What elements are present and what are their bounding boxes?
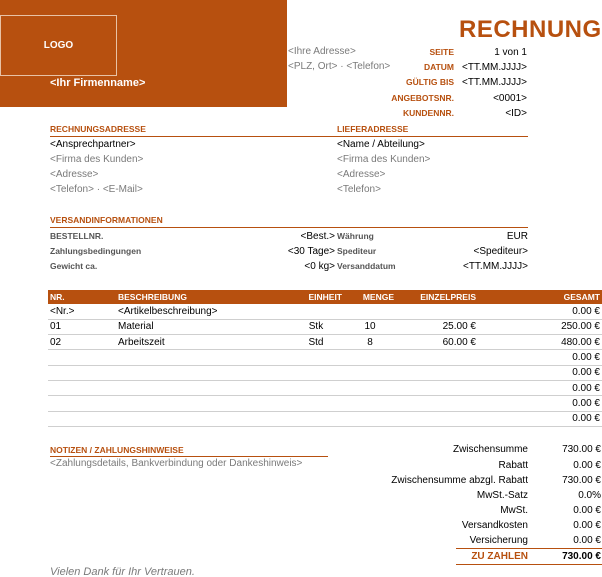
- item-quantity: [344, 380, 396, 395]
- col-unit-price: EINZELPREIS: [396, 290, 478, 304]
- shipping-label: BESTELLNR.: [50, 231, 104, 241]
- item-quantity: [344, 411, 396, 426]
- item-description: [116, 365, 288, 380]
- totals-value: 0.00 €: [573, 520, 601, 531]
- sender-city-phone: <PLZ, Ort> · <Telefon>: [288, 61, 391, 72]
- shipping-value: <Best.>: [300, 231, 335, 242]
- invoice-title: RECHNUNG: [459, 16, 602, 43]
- total-due-value: 730.00 €: [562, 551, 601, 562]
- shipping-label: Gewicht ca.: [50, 261, 98, 271]
- item-nr: [48, 411, 116, 426]
- shipping-left: [50, 229, 335, 274]
- table-row: [48, 350, 602, 365]
- totals-value: 0.00 €: [573, 460, 601, 471]
- divider: [50, 456, 328, 457]
- col-quantity: MENGE: [344, 290, 396, 304]
- totals-label: Rabatt: [498, 460, 528, 471]
- billing-contact: <Ansprechpartner>: [50, 139, 136, 150]
- item-total: 250.00 €: [478, 319, 602, 334]
- shipping-value: <30 Tage>: [287, 246, 335, 257]
- notes-text: <Zahlungsdetails, Bankverbindung oder Dankeshinweis>: [50, 458, 303, 469]
- meta-label: DATUM: [423, 62, 454, 72]
- table-row: [48, 365, 602, 380]
- item-unit-price: [396, 350, 478, 365]
- company-name: <Ihr Firmenname>: [50, 77, 146, 89]
- item-unit-price: 60.00 €: [396, 335, 478, 350]
- item-description: <Artikelbeschreibung>: [116, 304, 288, 319]
- total-due-label: ZU ZAHLEN: [471, 551, 528, 562]
- item-unit-price: 25.00 €: [396, 319, 478, 334]
- delivery-address: [337, 137, 537, 197]
- item-quantity: [344, 365, 396, 380]
- table-row: [48, 319, 602, 334]
- items-table: [48, 290, 602, 427]
- meta-value: <0001>: [493, 93, 527, 104]
- meta-label: GÜLTIG BIS: [405, 77, 454, 87]
- shipping-value: <0 kg>: [304, 261, 335, 272]
- shipping-right: [337, 229, 528, 274]
- col-unit: EINHEIT: [288, 290, 344, 304]
- item-total: 0.00 €: [478, 411, 602, 426]
- meta-label: KUNDENNR.: [403, 108, 454, 118]
- item-total: 0.00 €: [478, 365, 602, 380]
- shipping-value: EUR: [506, 231, 528, 242]
- item-nr: <Nr.>: [48, 304, 116, 319]
- totals-value: 0.00 €: [573, 535, 601, 546]
- col-nr: NR.: [48, 290, 116, 304]
- shipping-label: Spediteur: [337, 246, 377, 256]
- item-description: [116, 396, 288, 411]
- item-description: [116, 380, 288, 395]
- item-unit-price: [396, 411, 478, 426]
- billing-street: <Adresse>: [50, 169, 99, 180]
- table-row: [48, 304, 602, 319]
- notes-heading: NOTIZEN / ZAHLUNGSHINWEISE: [50, 445, 184, 455]
- item-unit: Std: [288, 335, 344, 350]
- item-unit: Stk: [288, 319, 344, 334]
- shipping-value: <Spediteur>: [473, 246, 528, 257]
- meta-label: ANGEBOTSNR.: [391, 93, 454, 103]
- table-row: [48, 411, 602, 426]
- sender-address: <Ihre Adresse>: [288, 46, 356, 57]
- totals-value: 730.00 €: [562, 475, 601, 486]
- table-row: [48, 380, 602, 395]
- item-unit: [288, 396, 344, 411]
- item-nr: [48, 365, 116, 380]
- item-nr: 01: [48, 319, 116, 334]
- item-unit-price: [396, 365, 478, 380]
- delivery-name: <Name / Abteilung>: [337, 139, 425, 150]
- item-nr: [48, 350, 116, 365]
- item-quantity: 10: [344, 319, 396, 334]
- item-nr: 02: [48, 335, 116, 350]
- shipping-label: Versanddatum: [337, 261, 396, 271]
- item-nr: [48, 396, 116, 411]
- item-unit-price: [396, 380, 478, 395]
- delivery-street: <Adresse>: [337, 169, 386, 180]
- divider: [50, 227, 528, 228]
- items-header-row: [48, 290, 602, 304]
- shipping-heading: VERSANDINFORMATIONEN: [50, 215, 163, 225]
- totals-value: 0.00 €: [573, 505, 601, 516]
- item-total: 0.00 €: [478, 304, 602, 319]
- table-row: [48, 335, 602, 350]
- totals-label: Versandkosten: [461, 520, 528, 531]
- meta-value: <TT.MM.JJJJ>: [461, 62, 527, 73]
- footer-thanks: Vielen Dank für Ihr Vertrauen.: [50, 566, 195, 577]
- shipping-label: Zahlungsbedingungen: [50, 246, 142, 256]
- shipping-value: <TT.MM.JJJJ>: [462, 261, 528, 272]
- item-total: 0.00 €: [478, 396, 602, 411]
- totals-value: 730.00 €: [562, 444, 601, 455]
- item-unit: [288, 350, 344, 365]
- shipping-label: Währung: [337, 231, 374, 241]
- totals-value: 0.0%: [578, 490, 601, 501]
- meta-value: <TT.MM.JJJJ>: [461, 77, 527, 88]
- totals-label: Versicherung: [469, 535, 528, 546]
- billing-address: [50, 137, 320, 197]
- meta-value: 1 von 1: [494, 47, 527, 58]
- divider: [456, 564, 602, 565]
- item-quantity: [344, 396, 396, 411]
- delivery-heading: LIEFERADRESSE: [337, 124, 409, 134]
- item-total: 0.00 €: [478, 350, 602, 365]
- logo-placeholder: LOGO: [0, 15, 117, 76]
- item-total: 0.00 €: [478, 380, 602, 395]
- billing-phone-email: <Telefon> · <E-Mail>: [50, 184, 143, 195]
- meta-label: SEITE: [429, 47, 454, 57]
- item-unit: [288, 365, 344, 380]
- item-unit: [288, 380, 344, 395]
- item-unit-price: [396, 396, 478, 411]
- delivery-phone: <Telefon>: [337, 184, 381, 195]
- totals-label: MwSt.: [500, 505, 528, 516]
- delivery-company: <Firma des Kunden>: [337, 154, 431, 165]
- item-quantity: [344, 350, 396, 365]
- item-description: [116, 350, 288, 365]
- item-unit-price: [396, 304, 478, 319]
- item-quantity: [344, 304, 396, 319]
- table-row: [48, 396, 602, 411]
- item-description: Arbeitszeit: [116, 335, 288, 350]
- totals-label: MwSt.-Satz: [476, 490, 528, 501]
- billing-heading: RECHNUNGSADRESSE: [50, 124, 146, 134]
- item-unit: [288, 411, 344, 426]
- col-total: GESAMT: [478, 290, 602, 304]
- totals-label: Zwischensumme: [452, 444, 528, 455]
- item-description: Material: [116, 319, 288, 334]
- item-quantity: 8: [344, 335, 396, 350]
- col-description: BESCHREIBUNG: [116, 290, 288, 304]
- item-nr: [48, 380, 116, 395]
- billing-company: <Firma des Kunden>: [50, 154, 144, 165]
- totals-label: Zwischensumme abzgl. Rabatt: [391, 475, 528, 486]
- item-total: 480.00 €: [478, 335, 602, 350]
- item-unit: [288, 304, 344, 319]
- item-description: [116, 411, 288, 426]
- meta-value: <ID>: [505, 108, 527, 119]
